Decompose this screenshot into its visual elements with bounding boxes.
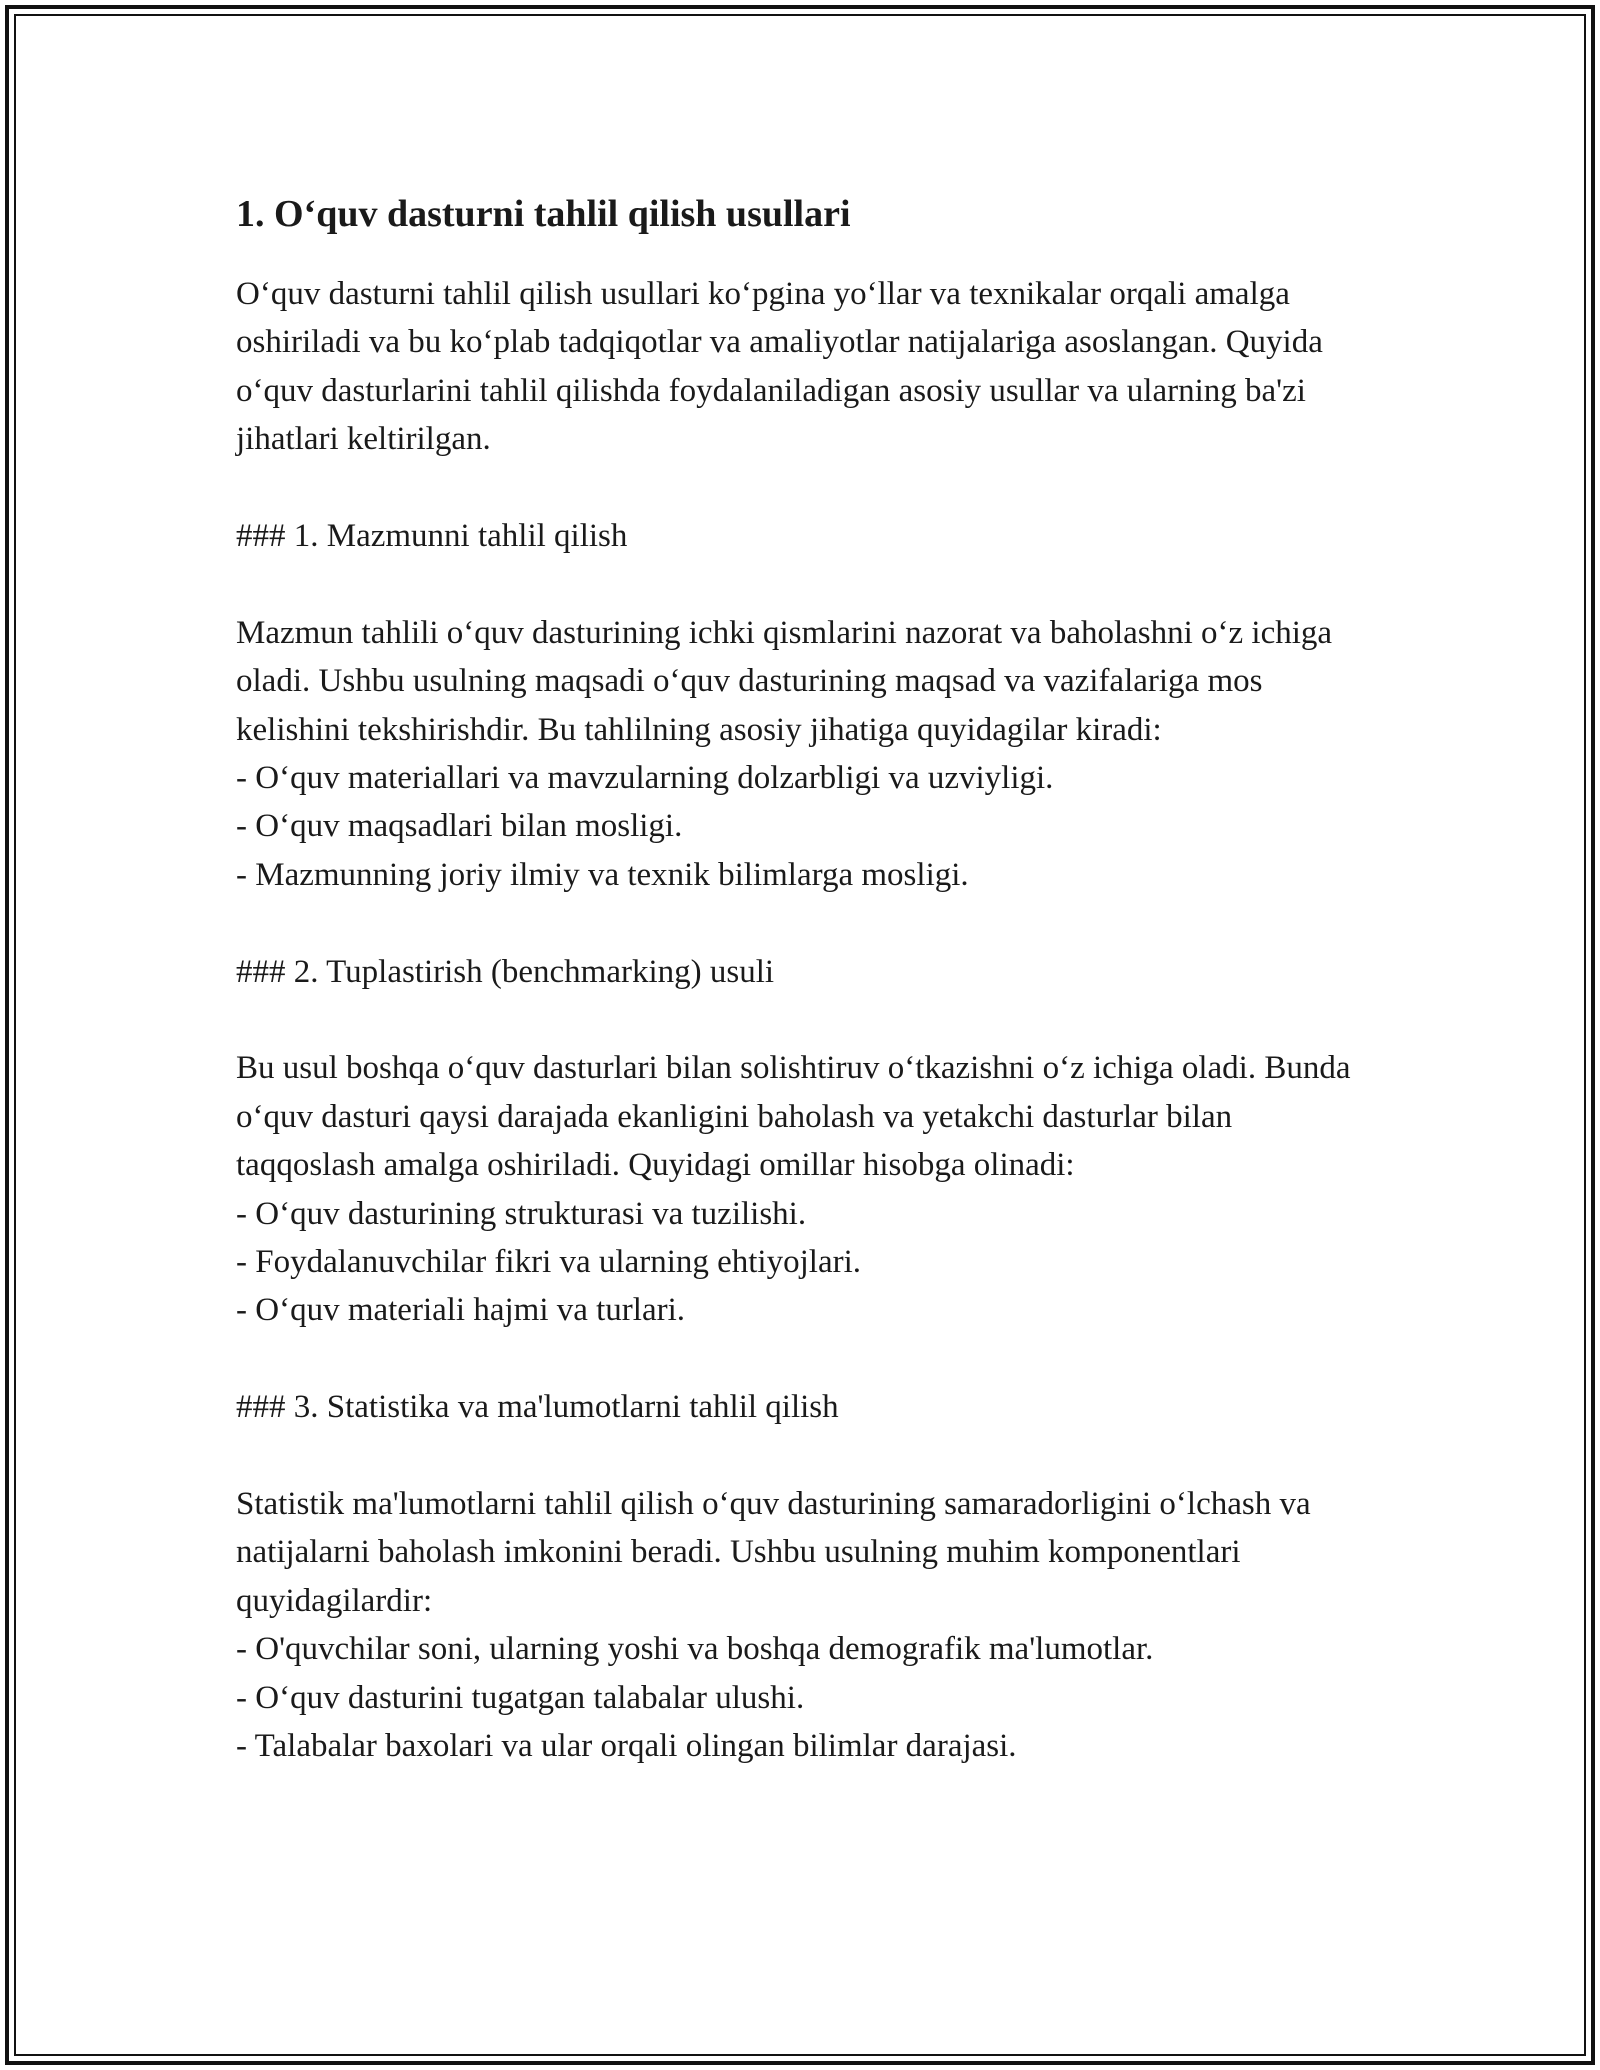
section-heading: ### 3. Statistika va ma'lumotlarni tahlil qilish [236,1389,839,1426]
section-heading: ### 2. Tuplastirish (benchmarking) usuli [236,953,775,990]
document-title: 1. O‘quv dasturni tahlil qilish usullari [236,193,851,235]
paragraph-gap [236,1335,1376,1383]
section-heading: ### 1. Mazmunni tahlil qilish [236,518,628,555]
list-item: - Foydalanuvchilar fikri va ularning ehtiyojlari. [236,1238,1376,1286]
list-item: - Talabalar baxolari va ular orqali olingan bilimlar darajasi. [236,1722,1376,1770]
section-body: Statistik ma'lumotlarni tahlil qilish o‘quv dasturining samaradorligini o‘lchash va natijalarni baholash imkonini beradi. Ushbu usulning muhim komponentlari quyidagilardir: [236,1486,1311,1619]
list-item: - O‘quv materiali hajmi va turlari. [236,1286,1376,1334]
bullet-list [236,1190,1376,1335]
list-item: - O'quvchilar soni, ularning yoshi va boshqa demografik ma'lumotlar. [236,1625,1376,1673]
list-item: - O‘quv dasturining strukturasi va tuzilishi. [236,1190,1376,1238]
paragraph-gap [236,899,1376,947]
section-benchmarking [236,948,1376,1335]
section-body: Mazmun tahlili o‘quv dasturining ichki qismlarini nazorat va baholashni o‘z ichiga oladi. Ushbu usulning maqsadi o‘quv dasturining maqsad va vazifalariga mos kelishini tekshirishdir. Bu tahlilning asosiy jihatiga quyidagilar kiradi: [236,614,1333,748]
list-item: - O‘quv maqsadlari bilan mosligi. [236,802,1376,850]
list-item: - O‘quv materiallari va mavzularning dolzarbligi va uzviyligi. [236,754,1376,802]
section-body: Bu usul boshqa o‘quv dasturlari bilan solishtiruv o‘tkazishni o‘z ichiga oladi. Bunda o‘quv dasturi qaysi darajada ekanligini baholash va yetakchi dasturlar bilan taqqoslash amalga oshiriladi. Quyidagi omillar hisobga olinadi: [236,1050,1351,1184]
bullet-list [236,1625,1376,1770]
bullet-list [236,754,1376,899]
list-item: - Mazmunning joriy ilmiy va texnik bilimlarga mosligi. [236,851,1376,899]
section-content-analysis [236,512,1376,899]
section-statistics [236,1383,1376,1770]
paragraph-gap [236,996,1376,1044]
list-item: - O‘quv dasturini tugatgan talabalar ulushi. [236,1674,1376,1722]
paragraph-gap [236,1432,1376,1480]
paragraph-gap [236,560,1376,608]
document-body [236,186,1376,1771]
paragraph-gap [236,464,1376,512]
intro-paragraph: O‘quv dasturni tahlil qilish usullari ko‘pgina yo‘llar va texnikalar orqali amalga oshiriladi va bu ko‘plab tadqiqotlar va amaliyotlar natijalariga asoslangan. Quyida o‘quv dasturlarini tahlil qilishda foydalaniladigan asosiy usullar va ularning ba'zi jihatlari keltirilgan. [236,276,1323,458]
